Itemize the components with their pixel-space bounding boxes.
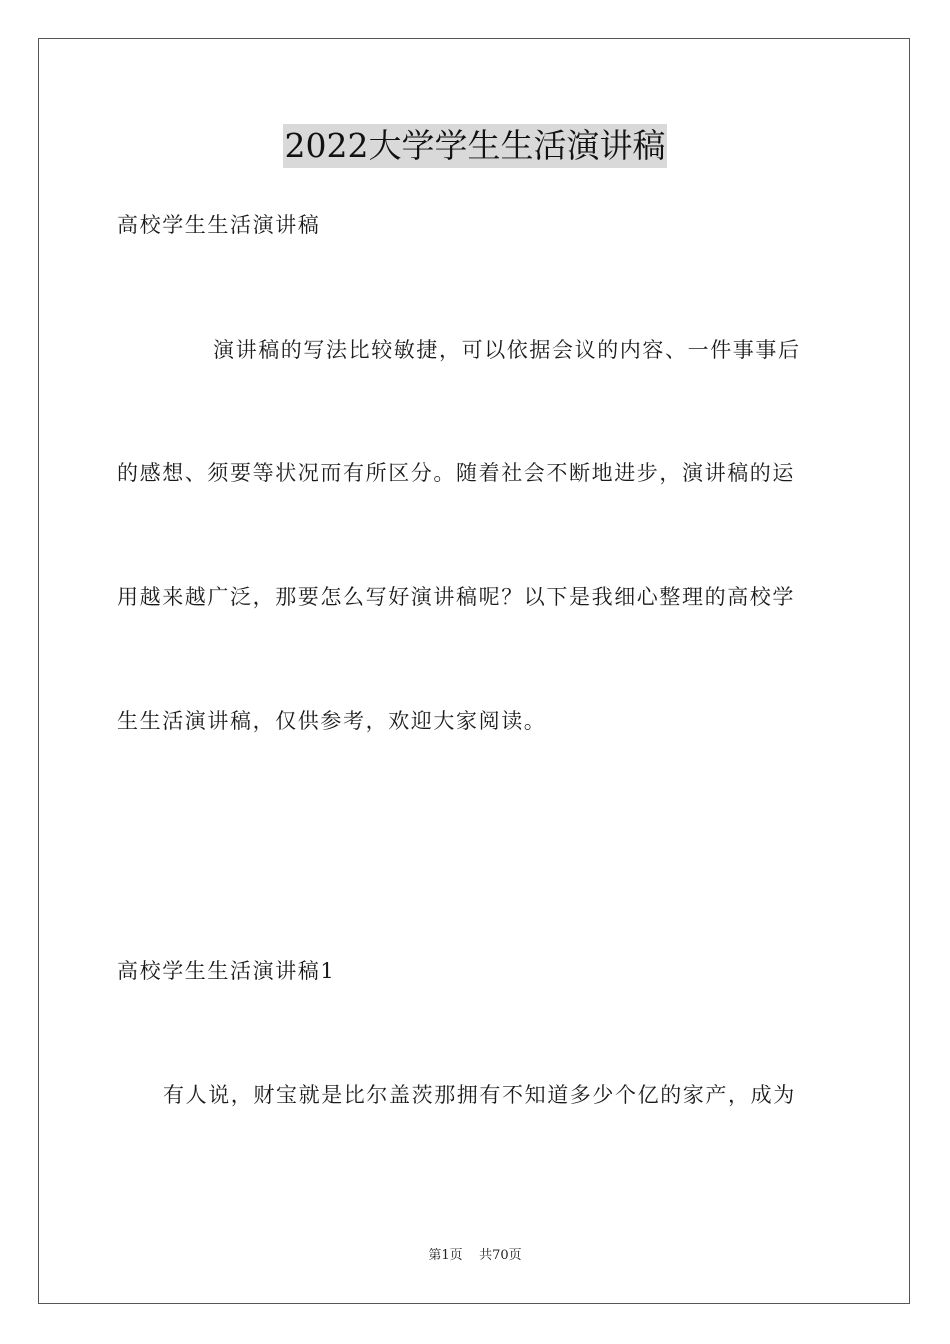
title-container xyxy=(0,124,950,168)
page-number: 第1页 xyxy=(428,1248,463,1263)
paragraph-line: 有人说，财宝就是比尔盖茨那拥有不知道多少个亿的家产，成为 xyxy=(163,1083,796,1107)
page-total: 共70页 xyxy=(479,1248,522,1263)
section-heading: 高校学生生活演讲稿1 xyxy=(117,959,336,983)
paragraph-line: 生生活演讲稿，仅供参考，欢迎大家阅读。 xyxy=(117,709,547,733)
paragraph-line: 的感想、须要等状况而有所区分。随着社会不断地进步，演讲稿的运 xyxy=(117,461,795,485)
document-title: 2022大学学生生活演讲稿 xyxy=(283,124,668,168)
page-footer xyxy=(0,1247,950,1265)
paragraph-line: 用越来越广泛，那要怎么写好演讲稿呢？以下是我细心整理的高校学 xyxy=(117,585,795,609)
paragraph-line: 演讲稿的写法比较敏捷，可以依据会议的内容、一件事事后 xyxy=(213,338,801,362)
document-subtitle: 高校学生生活演讲稿 xyxy=(117,213,321,237)
